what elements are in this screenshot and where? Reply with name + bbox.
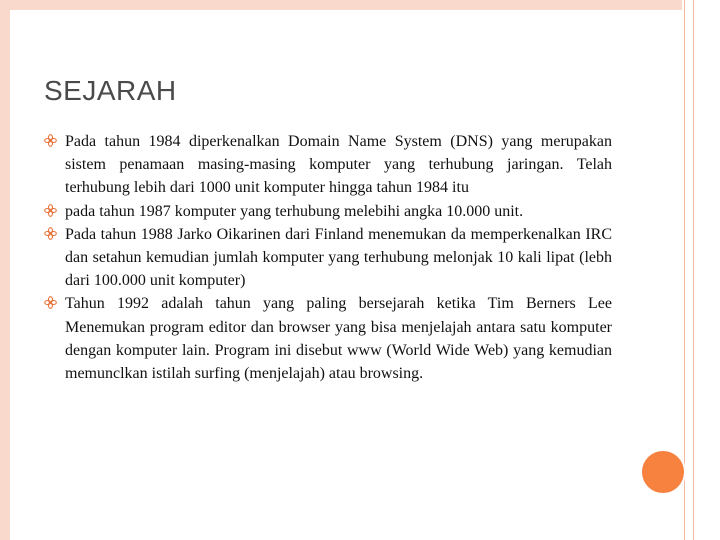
bullet-list [44, 130, 612, 385]
bullet-text: Pada tahun 1984 diperkenalkan Domain Name System (DNS) yang merupakan sistem penamaan masing-masing komputer yang terhubung jaringan. Telah terhubung lebih dari 1000 unit komputer hingga tahun 1984 itu [65, 133, 612, 197]
bullet-text: Tahun 1992 adalah tahun yang paling bersejarah ketika Tim Berners Lee Menemukan program editor dan browser yang bisa menjelajah antara satu komputer dengan komputer lain. Program ini disebut www (World Wide Web) yang kemudian memunclkan istilah surfing (menjelajah) atau browsing. [65, 295, 612, 383]
bullet-text: Pada tahun 1988 Jarko Oikarinen dari Finland menemukan da memperkenalkan IRC dan setahun kemudian jumlah komputer yang terhubung melonjak 10 kali lipat (lebh dari 100.000 unit komputer) [65, 225, 612, 290]
flower-bullet-icon [44, 227, 57, 240]
slide-title: SEJARAH [44, 75, 177, 106]
flower-bullet-icon [44, 296, 57, 309]
bullet-text: pada tahun 1987 komputer yang terhubung melebihi angka 10.000 unit. [65, 202, 524, 220]
flower-bullet-icon [44, 134, 57, 147]
accent-circle [640, 449, 686, 495]
bullet-item-3 [44, 223, 612, 293]
top-decorative-bar [10, 0, 682, 10]
right-decorative-lines [684, 0, 694, 540]
bullet-item-1 [44, 130, 612, 200]
flower-bullet-icon [44, 204, 57, 217]
bullet-item-4 [44, 292, 612, 385]
bullet-item-2 [44, 200, 612, 223]
left-decorative-bar [0, 0, 10, 540]
